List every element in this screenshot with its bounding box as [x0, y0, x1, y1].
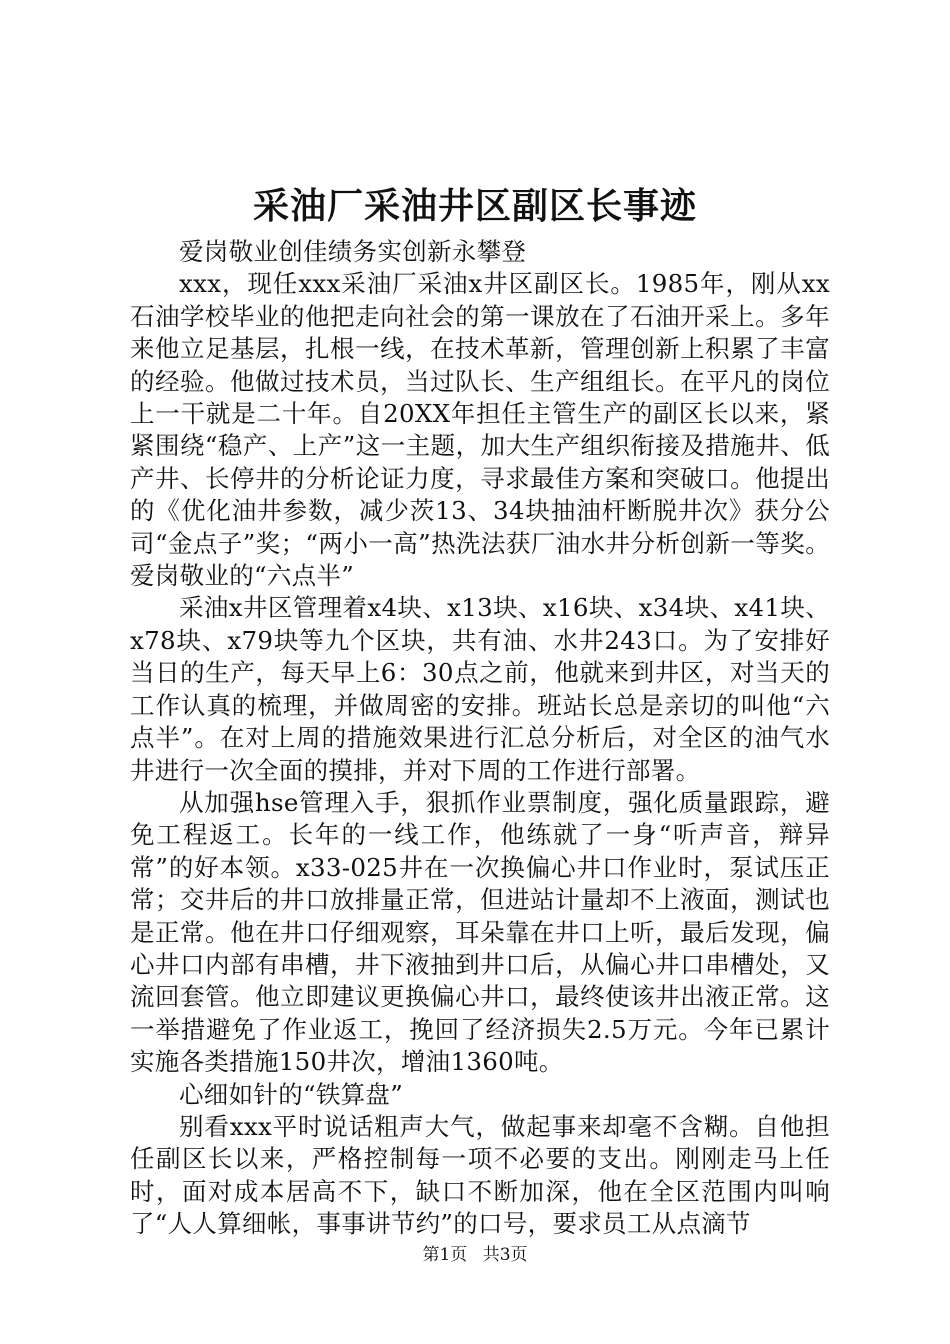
page-title: 采油厂采油井区副区长事迹 — [252, 185, 697, 227]
paragraph: xxx，现任xxx采油厂采油x井区副区长。1985年，刚从xx石油学校毕业的他把走向社会的第一课放在了石油开采上。多年来他立足基层，扎根一线，在技术革新，管理创新上积累了丰富的经验。他做过技术员，当过队长、生产组组长。在平凡的岗位上一干就是二十年。自20XX年担任主管生产的副区长以来，紧紧围绕“稳产、上产”这一主题，加大生产组织衔接及措施井、低产井、长停井的分析论证力度，寻求最佳方案和突破口。他提出的《优化油井参数，减少茨13、34块抽油杆断脱井次》获分公司“金点子”奖；“两小一高”热洗法获厂油水井分析创新一等奖。爱岗敬业的“六点半” — [130, 269, 830, 591]
page-number: 第1页 — [422, 1245, 468, 1265]
paragraph: 别看xxx平时说话粗声大气，做起事来却毫不含糊。自他担任副区长以来，严格控制每一项不必要的支出。刚刚走马上任时，面对成本居高不下，缺口不断加深，他在全区范围内叫响了“人人算细帐，事事讲节约”的口号，要求员工从点滴节 — [130, 1111, 830, 1239]
page-footer — [0, 1244, 950, 1266]
paragraph: 采油x井区管理着x4块、x13块、x16块、x34块、x41块、x78块、x79块等九个区块，共有油、水井243口。为了安排好当日的生产，每天早上6：30点之前，他就来到井区，对当天的工作认真的梳理，并做周密的安排。班站长总是亲切的叫他“六点半”。在对上周的措施效果进行汇总分析后，对全区的油气水井进行一次全面的摸排，并对下周的工作进行部署。 — [130, 593, 831, 785]
document-body — [130, 236, 830, 1241]
section-heading: 爱岗敬业创佳绩务实创新永攀登 — [179, 237, 527, 266]
section-heading: 心细如针的“铁算盘” — [179, 1079, 404, 1109]
paragraph: 从加强hse管理入手，狠抓作业票制度，强化质量跟踪，避免工程返工。长年的一线工作，他练就了一身“听声音，辩异常”的好本领。x33-025井在一次换偏心井口作业时，泵试压正常；交井后的井口放排量正常，但进站计量却不上液面，测试也是正常。他在井口仔细观察，耳朵靠在井口上听，最后发现，偏心井口内部有串槽，井下液抽到井口后，从偏心井口串槽处，又流回套管。他立即建议更换偏心井口，最终使该井出液正常。这一举措避免了作业返工，挽回了经济损失2.5万元。今年已累计实施各类措施150井次，增油1360吨。 — [130, 787, 830, 1077]
page-total: 共3页 — [482, 1245, 528, 1265]
